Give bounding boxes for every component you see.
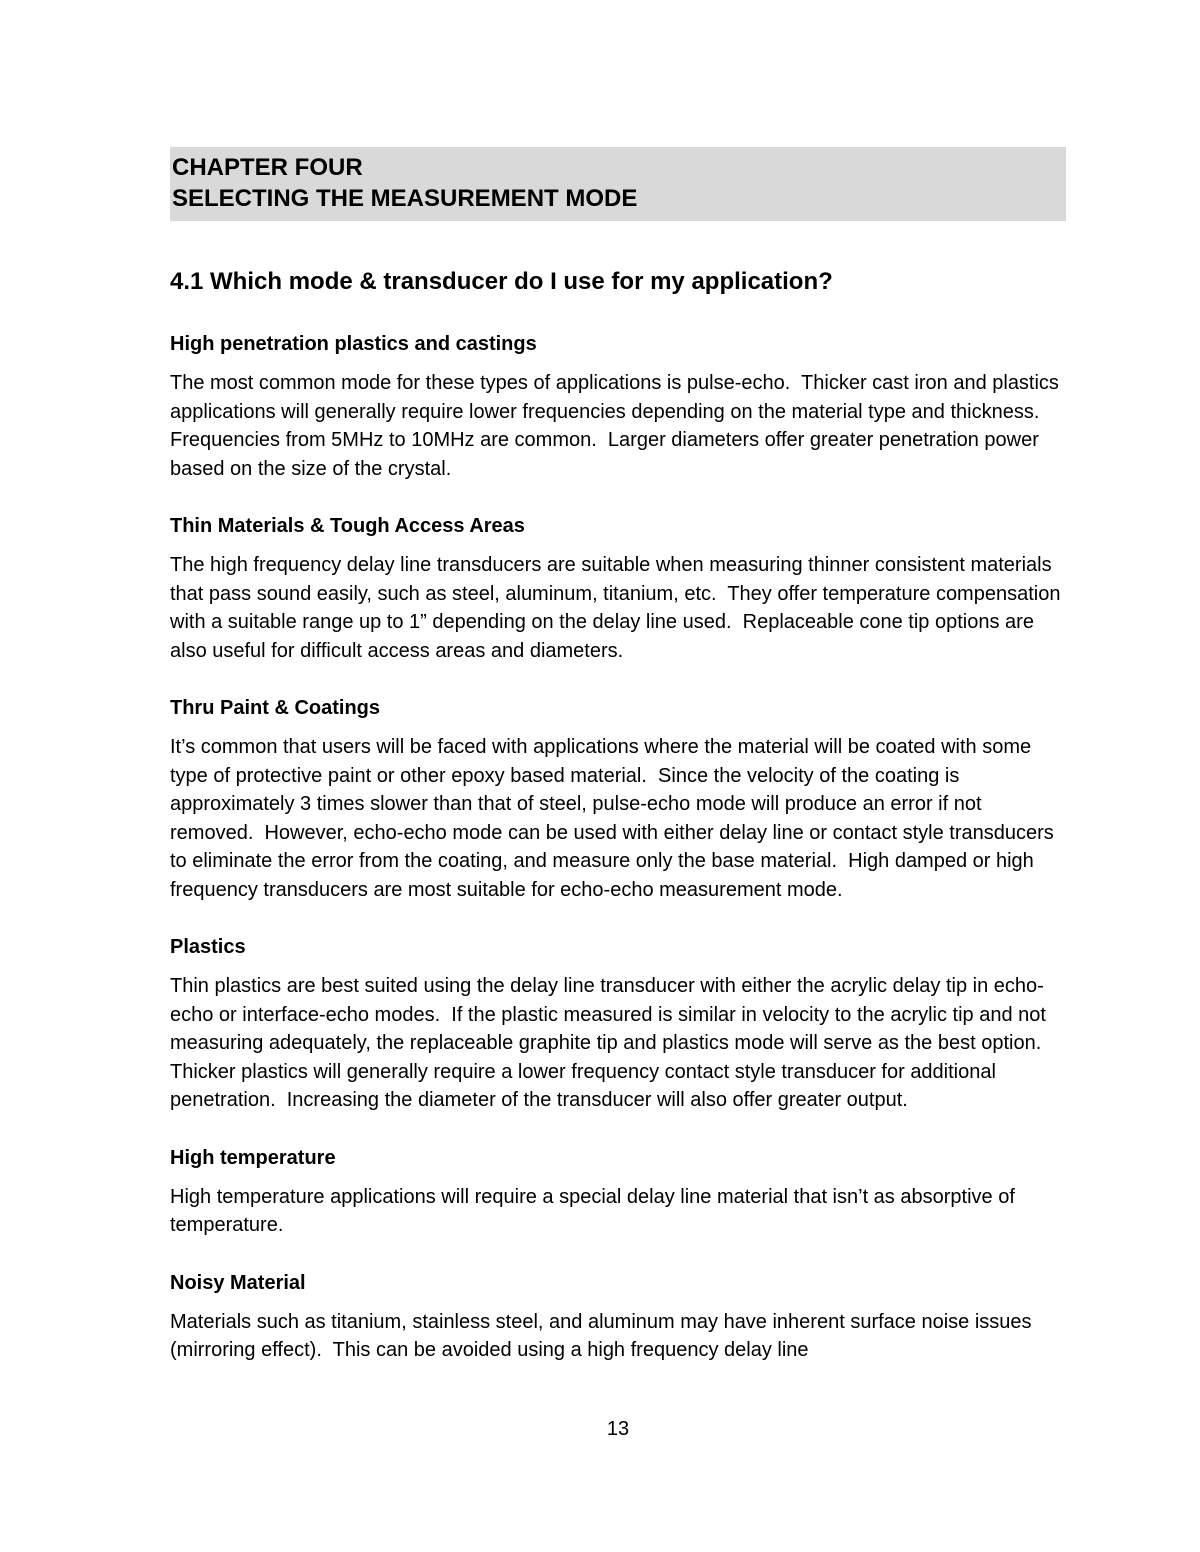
chapter-header — [170, 147, 1066, 221]
paragraph-high-penetration: The most common mode for these types of applications is pulse-echo. Thicker cast iron and plastics applications will generally require lower frequencies depending on the material type and thickness. Frequencies from 5MHz to 10MHz are common. Larger diameters offer greater penetration power based on the size of the crystal. — [170, 372, 1065, 480]
section-title: 4.1 Which mode & transducer do I use for my application? — [170, 268, 833, 295]
subheading-thin-materials: Thin Materials & Tough Access Areas — [170, 515, 525, 537]
page-content — [170, 147, 1066, 1375]
page-number: 13 — [606, 1418, 630, 1440]
paragraph-thru-paint: It’s common that users will be faced with applications where the material will be coated with some type of protective paint or other epoxy based material. Since the velocity of the coating is approximately 3 times slower than that of steel, pulse-echo mode will produce an error if not removed. However, echo-echo mode can be used with either delay line or contact style transducers to eliminate the error from the coating, and measure only the base material. High damped or high frequency transducers are most suitable for echo-echo measurement mode. — [170, 736, 1060, 901]
subheading-plastics: Plastics — [170, 936, 246, 958]
subheading-high-temperature: High temperature — [170, 1146, 336, 1169]
subheading-noisy-material: Noisy Material — [170, 1271, 306, 1294]
subheading-high-penetration: High penetration plastics and castings — [170, 333, 537, 355]
paragraph-plastics: Thin plastics are best suited using the delay line transducer with either the acrylic delay tip in echo-echo or interface-echo modes. If the plastic measured is similar in velocity to the acrylic tip and not measuring adequately, the replaceable graphite tip and plastics mode will serve as the best option. Thicker plastics will generally require a lower frequency contact style transducer for additional penetration. Increasing the diameter of the transducer will also offer greater output. — [170, 975, 1053, 1111]
chapter-header-line2: SELECTING THE MEASUREMENT MODE — [172, 185, 638, 212]
chapter-header-line1: CHAPTER FOUR — [172, 154, 363, 181]
paragraph-noisy-material: Materials such as titanium, stainless steel, and aluminum may have inherent surface noise issues (mirroring effect). This can be avoided using a high frequency delay line — [170, 1310, 1038, 1361]
subheading-thru-paint: Thru Paint & Coatings — [170, 697, 380, 719]
paragraph-high-temperature: High temperature applications will require a special delay line material that isn’t as absorptive of temperature. — [170, 1185, 1021, 1236]
paragraph-thin-materials: The high frequency delay line transducers are suitable when measuring thinner consistent materials that pass sound easily, such as steel, aluminum, titanium, etc. They offer temperature compensation with a suitable range up to 1” depending on the delay line used. Replaceable cone tip options are also useful for difficult access areas and diameters. — [170, 554, 1067, 662]
